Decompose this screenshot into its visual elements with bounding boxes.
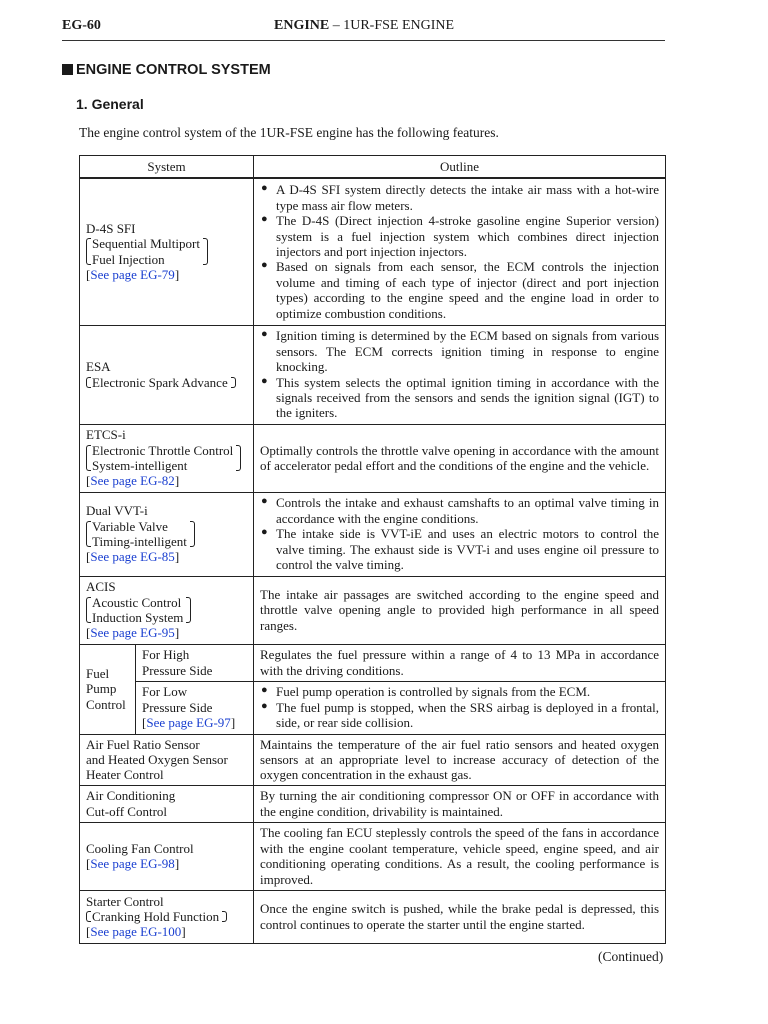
table-row (80, 734, 666, 785)
outline-cell-acis: The intake air passages are switched according to the engine speed and throttle valve opening angle to provided high performance in all speed ranges. (254, 576, 666, 644)
outline-cell-fuel-high: Regulates the fuel pressure within a range of 4 to 13 MPa in accordance with the driving conditions. (254, 644, 666, 681)
system-cell-starter: Starter Control Cranking Hold Function [ See page EG-100 ] (80, 890, 254, 943)
list-item: ● Controls the intake and exhaust camshafts to an optimal valve timing in accordance with the engine conditions. (260, 495, 659, 526)
outline-cell-d4s (254, 178, 666, 325)
running-title: ENGINE – 1UR-FSE ENGINE (274, 18, 455, 33)
list-item: ● The intake side is VVT-iE and uses an electric motors to control the valve timing. The exhaust side is VVT-i and uses engine oil pressure to control the valve timing. (260, 526, 659, 572)
square-bullet-icon (62, 64, 73, 75)
outline-column-header: Outline (254, 156, 666, 179)
outline-cell-esa (254, 325, 666, 424)
section-title: ENGINE CONTROL SYSTEM (62, 62, 271, 78)
outline-cell-starter: Once the engine switch is pushed, while the brake pedal is depressed, this control continues to operate the starter until the engine started. (254, 890, 666, 943)
page-reference-link[interactable]: [ See page EG-97 ] (142, 715, 235, 730)
system-cell-vvt: Dual VVT-i Variable Valve Timing-intelligent [ See page EG-85 ] (80, 492, 254, 576)
system-cell-esa: ESA Electronic Spark Advance (80, 325, 254, 424)
table-row (80, 890, 666, 943)
page-reference-link[interactable]: [ See page EG-82 ] (86, 473, 179, 488)
continued-note: (Continued) (598, 949, 664, 964)
page-reference-link[interactable]: [ See page EG-98 ] (86, 856, 179, 871)
system-cell-etcs: ETCS-i Electronic Throttle Control System-intelligent [ See page EG-82 ] (80, 424, 254, 492)
list-item: ● The fuel pump is stopped, when the SRS airbag is deployed in a frontal, side, or rear side collision. (260, 700, 659, 731)
system-cell-fan: Cooling Fan Control [ See page EG-98 ] (80, 822, 254, 890)
header-rule (62, 40, 665, 41)
table-row (80, 424, 666, 492)
system-cell-ac: Air Conditioning Cut-off Control (80, 785, 254, 822)
page-number: EG-60 (62, 18, 101, 33)
table-row (80, 644, 666, 681)
parenthetical: Acoustic Control Induction System (86, 595, 191, 626)
page-reference-link[interactable]: [ See page EG-85 ] (86, 549, 179, 564)
list-item: ● Fuel pump operation is controlled by signals from the ECM. (260, 684, 659, 699)
page-header (62, 18, 665, 38)
table-row (80, 492, 666, 576)
system-column-header: System (80, 156, 254, 179)
system-cell-acis: ACIS Acoustic Control Induction System [ See page EG-95 ] (80, 576, 254, 644)
outline-cell-fan: The cooling fan ECU steplessly controls the speed of the fans in accordance with the engine coolant temperature, vehicle speed, engine speed, and air conditioning operating conditions. As a result, the cooling performance is improved. (254, 822, 666, 890)
page-reference-link[interactable]: [ See page EG-95 ] (86, 625, 179, 640)
parenthetical: Variable Valve Timing-intelligent (86, 519, 195, 550)
list-item: ● A D-4S SFI system directly detects the intake air mass with a hot-wire type mass air flow meters. (260, 182, 659, 213)
fuel-high-pressure-label: For High Pressure Side (136, 644, 254, 681)
table-row (80, 681, 666, 734)
table-row (80, 325, 666, 424)
table-header-row (80, 156, 666, 179)
list-item: ● Ignition timing is determined by the ECM based on signals from various sensors. The ECM corrects ignition timing in response to engine knocking. (260, 328, 659, 374)
table-row (80, 785, 666, 822)
intro-text: The engine control system of the 1UR-FSE engine has the following features. (79, 125, 499, 140)
parenthetical: Electronic Throttle Control System-intelligent (86, 443, 241, 474)
page-reference-link[interactable]: [ See page EG-79 ] (86, 267, 179, 282)
list-item: ● The D-4S (Direct injection 4-stroke gasoline engine Superior version) system is a fuel injection system which combines direct injection injectors and port injection injectors. (260, 213, 659, 259)
outline-cell-etcs: Optimally controls the throttle valve opening in accordance with the amount of accelerator pedal effort and the conditions of the engine and the vehicle. (254, 424, 666, 492)
outline-cell-ac: By turning the air conditioning compressor ON or OFF in accordance with the engine condition, drivability is maintained. (254, 785, 666, 822)
subsection-title: 1. General (76, 96, 144, 112)
parenthetical: Electronic Spark Advance (86, 375, 236, 390)
page-reference-link[interactable]: [ See page EG-100 ] (86, 924, 186, 939)
list-item: ● Based on signals from each sensor, the ECM controls the injection volume and timing of each type of injector (direct and port injection types) according to the engine speed and the engine load in order to optimize combustion conditions. (260, 259, 659, 321)
table-row (80, 178, 666, 325)
list-item: ● This system selects the optimal ignition timing in accordance with the signals received from the sensors and sends the ignition signal (IGT) to the igniters. (260, 375, 659, 421)
fuel-low-pressure-label: For Low Pressure Side [ See page EG-97 ] (136, 681, 254, 734)
features-table (79, 155, 666, 944)
system-cell-fuel: Fuel Pump Control (80, 644, 136, 734)
table-row (80, 822, 666, 890)
system-cell-afr: Air Fuel Ratio Sensor and Heated Oxygen Sensor Heater Control (80, 734, 254, 785)
outline-cell-vvt (254, 492, 666, 576)
system-cell-d4s: D-4S SFI Sequential Multiport Fuel Injection [ See page EG-79 ] (80, 178, 254, 325)
outline-cell-afr: Maintains the temperature of the air fuel ratio sensors and heated oxygen sensors at an appropriate level to increase accuracy of detection of the oxygen concentration in the exhaust gas. (254, 734, 666, 785)
parenthetical: Sequential Multiport Fuel Injection (86, 236, 208, 267)
parenthetical: Cranking Hold Function (86, 909, 227, 924)
outline-cell-fuel-low (254, 681, 666, 734)
table-row (80, 576, 666, 644)
